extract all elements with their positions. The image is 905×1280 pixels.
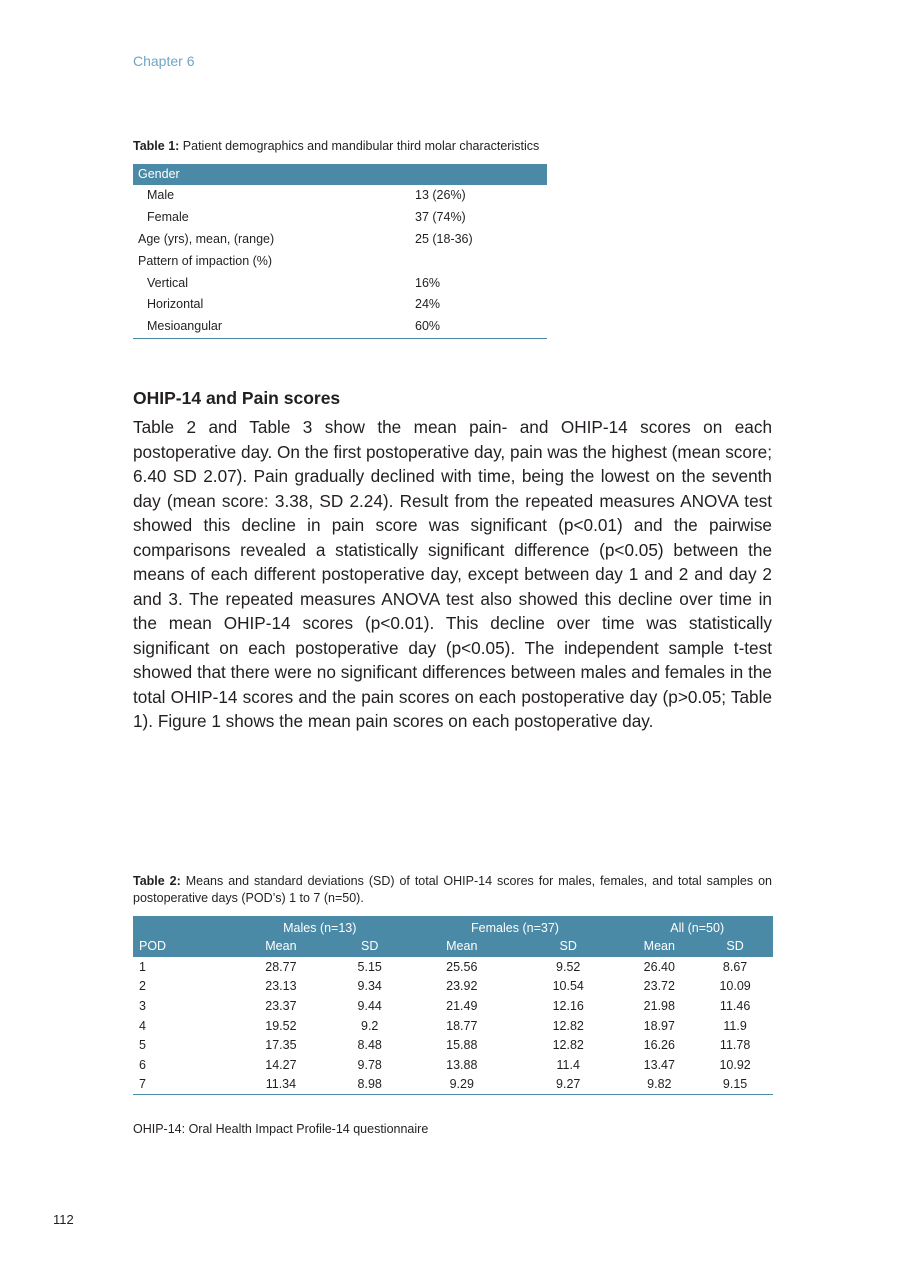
- column-header-sd: SD: [697, 937, 773, 957]
- cell-all-mean: 18.97: [643, 1018, 675, 1033]
- cell-males-sd: 9.78: [357, 1057, 382, 1072]
- table-row: [133, 977, 773, 997]
- cell-males-mean: 17.35: [265, 1038, 297, 1053]
- cell-females-mean: 23.92: [446, 979, 478, 994]
- cell-all-mean: 21.98: [643, 998, 675, 1013]
- cell-pod: 6: [139, 1057, 146, 1072]
- table-row: [133, 229, 547, 251]
- cell-pod: 3: [139, 998, 146, 1013]
- row-label: Pattern of impaction (%): [138, 253, 273, 268]
- cell-males-sd: 8.48: [357, 1038, 382, 1053]
- row-value: 60%: [415, 319, 441, 334]
- table-row: [133, 250, 547, 272]
- row-label: Horizontal: [147, 297, 204, 312]
- row-value: 37 (74%): [415, 210, 466, 225]
- cell-males-mean: 23.37: [265, 998, 297, 1013]
- table-row: [133, 272, 547, 294]
- table-row: [133, 207, 547, 229]
- page-number: 112: [53, 1212, 74, 1227]
- table-row: [133, 996, 773, 1016]
- cell-males-sd: 8.98: [357, 1077, 382, 1092]
- cell-females-sd: 12.82: [552, 1038, 584, 1053]
- column-header-mean: Mean: [231, 937, 331, 957]
- table2-group-header-row: [133, 916, 773, 937]
- cell-females-sd: 9.52: [556, 959, 581, 974]
- cell-females-mean: 9.29: [449, 1077, 474, 1092]
- table1-header-row: [133, 164, 547, 185]
- table2-label: Table 2:: [133, 874, 181, 888]
- cell-males-sd: 9.44: [357, 998, 382, 1013]
- table-row: [133, 185, 547, 207]
- row-label: Mesioangular: [147, 319, 223, 334]
- table-row: [133, 1075, 773, 1095]
- cell-females-sd: 10.54: [552, 979, 584, 994]
- table2-caption: [133, 873, 772, 907]
- cell-all-mean: 23.72: [643, 979, 675, 994]
- demographics-table: [133, 164, 547, 339]
- cell-all-sd: 11.9: [723, 1018, 747, 1033]
- row-label: Female: [147, 210, 189, 225]
- cell-all-sd: 11.46: [719, 998, 751, 1013]
- row-label: Vertical: [147, 275, 188, 290]
- cell-all-mean: 13.47: [643, 1057, 675, 1072]
- table1-header-gender: Gender: [133, 164, 547, 185]
- table-row: [133, 1035, 773, 1055]
- body-paragraph: Table 2 and Table 3 show the mean pain- and OHIP-14 scores on each postoperative day. On the first postoperative day, pain was the highest (mean score; 6.40 SD 2.07). Pain gradually declined with time, being the lowest on the seventh day (mean score: 3.38, SD 2.24). Result from the repeated measures ANOVA test showed this decline in pain score was significant (p<0.01) and the pairwise comparisons revealed a statistically significant difference (p<0.05) between the means of each different postoperative day, except between day 1 and 2 and day 2 and 3. The repeated measures ANOVA test also showed this decline over time in the mean OHIP-14 scores (p<0.01). This decline over time was statistically significant on each postoperative day (p<0.05). The independent sample t-test showed that there were no significant differences between males and females in the total OHIP-14 scores and the pain scores on each postoperative day (p>0.05; Table 1). Figure 1 shows the mean pain scores on each postoperative day.: [133, 417, 772, 731]
- cell-females-sd: 11.4: [556, 1057, 580, 1072]
- column-header-sd: SD: [331, 937, 409, 957]
- cell-all-sd: 11.78: [719, 1038, 751, 1053]
- table-row: [133, 1055, 773, 1075]
- table1-label: Table 1:: [133, 139, 180, 153]
- cell-pod: 2: [139, 979, 146, 994]
- cell-all-sd: 8.67: [722, 959, 748, 974]
- cell-all-mean: 16.26: [643, 1038, 675, 1053]
- table1-caption-text: Patient demographics and mandibular third molar characteristics: [182, 139, 540, 153]
- cell-males-sd: 9.2: [361, 1018, 379, 1033]
- group-header-empty: [133, 916, 231, 937]
- table-row: [133, 316, 547, 338]
- cell-females-sd: 12.16: [552, 998, 584, 1013]
- row-value: 24%: [415, 297, 441, 312]
- cell-males-mean: 11.34: [265, 1077, 297, 1092]
- table2-footnote: OHIP-14: Oral Health Impact Profile-14 questionnaire: [133, 1122, 429, 1136]
- column-header-mean: Mean: [409, 937, 515, 957]
- column-header-mean: Mean: [621, 937, 697, 957]
- cell-females-sd: 12.82: [552, 1018, 584, 1033]
- group-header-all: All (n=50): [621, 916, 773, 937]
- cell-males-mean: 14.27: [265, 1057, 297, 1072]
- cell-males-mean: 28.77: [265, 959, 297, 974]
- table1-caption: [133, 138, 613, 155]
- table-row: [133, 1016, 773, 1036]
- cell-females-sd: 9.27: [556, 1077, 581, 1092]
- cell-males-mean: 19.52: [265, 1018, 297, 1033]
- cell-all-mean: 26.40: [643, 959, 675, 974]
- cell-males-sd: 9.34: [357, 979, 382, 994]
- row-value: 13 (26%): [415, 188, 466, 203]
- cell-females-mean: 15.88: [446, 1038, 478, 1053]
- cell-females-mean: 21.49: [446, 998, 478, 1013]
- row-label: Male: [147, 188, 175, 203]
- running-header: Chapter 6: [133, 53, 195, 69]
- cell-all-mean: 9.82: [647, 1077, 672, 1092]
- row-value: [415, 250, 547, 272]
- cell-females-mean: 18.77: [446, 1018, 478, 1033]
- table-row: [133, 294, 547, 316]
- column-header-sd: SD: [515, 937, 621, 957]
- cell-all-sd: 10.09: [719, 979, 751, 994]
- ohip-scores-table: [133, 916, 773, 1095]
- cell-males-sd: 5.15: [357, 959, 382, 974]
- row-value: 25 (18-36): [415, 231, 473, 246]
- row-value: 16%: [415, 275, 441, 290]
- table-row: [133, 957, 773, 977]
- row-label: Age (yrs), mean, (range): [138, 231, 275, 246]
- column-header-pod: POD: [133, 937, 231, 957]
- table2-column-header-row: [133, 937, 773, 957]
- cell-pod: 5: [139, 1038, 146, 1053]
- cell-all-sd: 10.92: [719, 1057, 751, 1072]
- cell-males-mean: 23.13: [265, 979, 297, 994]
- group-header-females: Females (n=37): [409, 916, 622, 937]
- cell-pod: 1: [139, 959, 146, 974]
- cell-all-sd: 9.15: [722, 1077, 748, 1092]
- cell-pod: 4: [139, 1018, 146, 1033]
- cell-females-mean: 25.56: [446, 959, 478, 974]
- cell-females-mean: 13.88: [446, 1057, 478, 1072]
- group-header-males: Males (n=13): [231, 916, 409, 937]
- table2-caption-text: Means and standard deviations (SD) of total OHIP-14 scores for males, females, and total samples on postoperative days (POD’s) 1 to 7 (n=50).: [133, 874, 772, 905]
- section-heading: OHIP-14 and Pain scores: [133, 388, 341, 408]
- cell-pod: 7: [139, 1077, 146, 1092]
